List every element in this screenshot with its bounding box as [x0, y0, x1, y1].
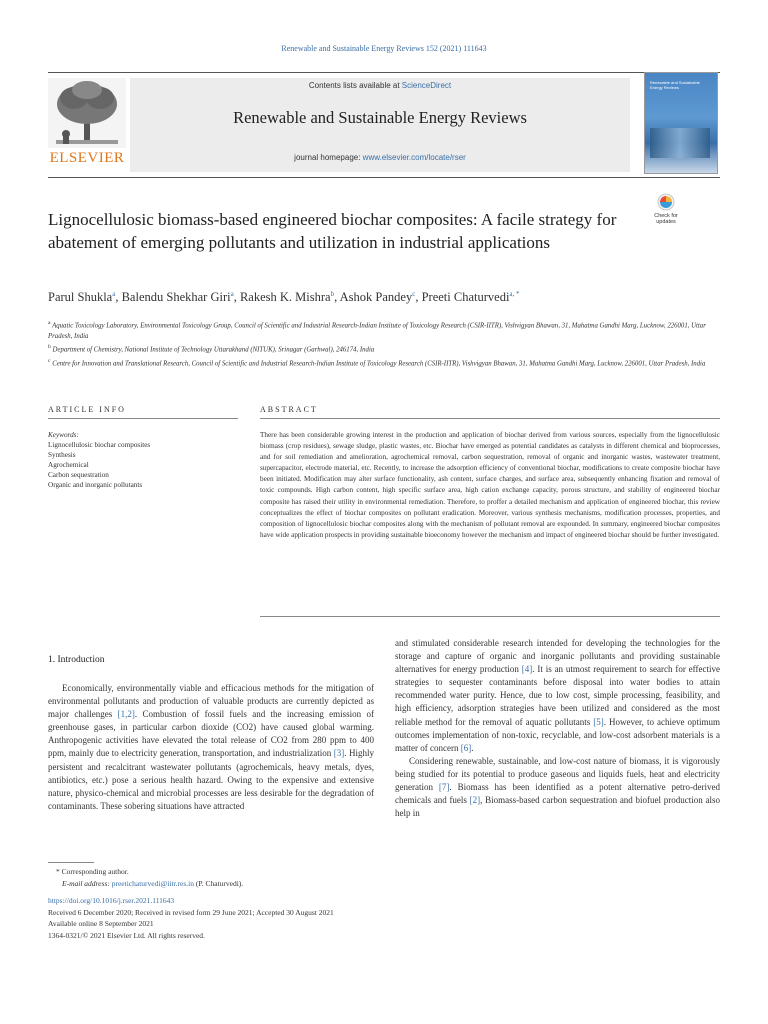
paragraph [48, 682, 374, 813]
article-title: Lignocellulosic biomass-based engineered biochar composites: A facile strategy for abatement of emerging pollutants and utilization in industrial applications [48, 210, 617, 252]
affiliation: $^b$ Department of Chemistry, National Institute of Technology Uttarakhand (NITUK), Srinagar (Garhwal), 246174, India [48, 344, 375, 354]
email-label: E-mail address: [62, 878, 112, 888]
author-affil-mark[interactable]: c [412, 290, 416, 298]
citation-link[interactable]: [4] [521, 664, 533, 675]
contents-line [130, 81, 630, 90]
homepage-prefix: journal homepage: [294, 153, 363, 162]
homepage-link[interactable]: www.elsevier.com/locate/rser [362, 153, 466, 162]
journal-cover-title: Renewable and Sustainable Energy Reviews [650, 80, 700, 90]
text-run: Considering renewable, sustainable, and low-cost nature of biomass, it is vigorously being studied for its potential to produce gaseous and liquids fuels, heat and electricity generation [395, 755, 720, 793]
keywords-block [48, 430, 238, 490]
author-affil-mark[interactable]: a [230, 290, 234, 298]
author-name[interactable]: Balendu Shekhar Giri [121, 290, 231, 305]
footnote-divider [48, 862, 94, 863]
keyword: Agrochemical [48, 461, 89, 469]
corresponding-author-note: * Corresponding author. [56, 867, 129, 876]
elsevier-wordmark: ELSEVIER [49, 150, 125, 166]
text-run: . However, to achieve optimum outcomes implementation of non-toxic, recyclable, and low-cost adsorbent materials is a matter of concern [395, 716, 721, 753]
email-link[interactable]: preetichaturvedi@iitr.res.in [111, 878, 195, 888]
author-affil-mark[interactable]: a [112, 290, 116, 298]
author-name[interactable]: Parul Shukla [48, 290, 113, 305]
homepage-line [130, 153, 630, 162]
text-run: and stimulated considerable research intended for developing the technologies for the storage and capture of organic and inorganic pollutants and providing sustainable alternatives for energy production [395, 638, 720, 675]
affiliation: $^a$ Aquatic Toxicology Laboratory, Environmental Toxicology Group, Council of Scientific and Industrial Research-Indian Institute of Toxicology Research (CSIR-IITR), Vishvigyan Bhawan, 31, Mahatma Gandhi Marg, Lucknow, 226001, Uttar Pradesh, India [48, 320, 706, 340]
email-line [48, 878, 728, 890]
journal-title: Renewable and Sustainable Energy Reviews [233, 108, 527, 127]
author-name[interactable]: Preeti Chaturvedi [421, 290, 510, 305]
available-online: Available online 8 September 2021 [48, 919, 154, 928]
check-updates-icon[interactable] [646, 192, 686, 232]
author-name[interactable]: Ashok Pandey [339, 290, 413, 305]
text-run: . Combustion of fossil fuels and the increasing emission of greenhouse gases, in particular carbon dioxide (CO2) have caused global warming. Anthropogenic activities have elevated the total release of CO2 from 280 ppm to 400 ppm, mainly due to electricity generation, transportation, and industrialization [48, 709, 374, 759]
keywords-label: Keywords: [48, 431, 79, 439]
citation-link[interactable]: [7] [438, 782, 450, 793]
section-heading-introduction: 1. Introduction [48, 655, 105, 665]
text-run: . It is an utmost requirement to search for effective strategies to sequester contaminants before disposal into water bodies to attain recommended water purity. Hence, due to low cost, simple processing, feasibility, and high efficiency, adsorption strategies have been utilized and considered as the most reliable method for the removal of aquatic pollutants [395, 664, 720, 727]
text-run: . [471, 742, 474, 753]
paragraph [395, 755, 720, 820]
doi-link[interactable]: https://doi.org/10.1016/j.rser.2021.111643 [48, 896, 175, 905]
affiliation: $^c$ Centre for Innovation and Translational Research, Council of Scientific and Industrial Research-Indian Institute of Toxicology Research (CSIR-IITR), Vishvigyan Bhawan, 31, Mahatma Gandhi Marg, Lucknow, 226001, Uttar Pradesh, India [48, 358, 706, 368]
email-suffix: (P. Chaturvedi). [194, 878, 244, 888]
text-run: . Highly persistent and recalcitrant wastewater pollutants (agrochemicals, heavy metals, dyes, antibiotics, etc.) pose a serious health hazard. Owing to the expensive and extensive nature, physico-chemical and microbial processes are less desirable for the degradation of contaminants. These sobering situations have attracted [48, 748, 374, 811]
body-column-left [48, 682, 374, 813]
divider [260, 616, 720, 617]
citation-link[interactable]: [1,2] [117, 709, 135, 720]
paragraph [395, 637, 720, 755]
abstract-heading: ABSTRACT [260, 405, 318, 414]
citation-link[interactable]: [5] [593, 716, 604, 727]
sciencedirect-link[interactable]: ScienceDirect [401, 81, 452, 90]
journal-cover-image [650, 128, 710, 158]
author-list: Parul Shukla$^a$, Balendu Shekhar Giri$^a$, Rakesh K. Mishra$^b$, Ashok Pandey$^c$, Preeti Chaturvedi$^{a, *}$ [48, 290, 520, 305]
author-affil-mark[interactable]: b [330, 290, 335, 298]
copyright: 1364-0321/© 2021 Elsevier Ltd. All rights reserved. [48, 930, 205, 940]
abstract-text: There has been considerable growing interest in the production and application of biochar derived from various sources, especially from the lignocellulosic biomass (crop residues), sewage sludge, plastic wastes, etc. Biochar have emerged as potential candidates as catalysts in different chemical and bioprocesses, and for soil remediation and amelioration, agrochemical removal, carbon sequestration, removal of organic and inorganic wastes, wastewater treatment, supercapacitor, electrode material, etc. Recently, to increase the adsorption efficiency of conventional biochar, modifications to create composite biochar have been initiated. Modification may alter surface functionality, ash content, surface charges, and surface area, subsequently enhancing fixation and removal of toxic compounds. High carbon content, high specific surface area, high cation exchange capacity, porous structure, and stability of engineered biochar composite has raised their utility in environmental remediation. Therefore, to proffer a detailed mechanism and application of engineered biochar, this review conceptualizes the effect of biochar composites on pollutant eradication. Moreover, various synthesis mechanisms, modification processes, properties, and composition of lignocellulosic biochar composites along with the mechanism of pollutant removal are expounded. In summary, engineered biochar composites have wide application prospects in providing sustainable bioeconomy however the mechanism and impact of engineered biochar should be further investigated. [260, 431, 720, 539]
text-run: . Biomass has been identified as a potent alternative petro-derived chemicals and fuels [395, 782, 721, 806]
citation-link[interactable]: [3] [333, 748, 345, 759]
received-dates: Received 6 December 2020; Received in revised form 29 June 2021; Accepted 30 August 2021 [48, 907, 334, 917]
keyword: Synthesis [48, 451, 76, 459]
divider [48, 418, 238, 419]
text-run: Economically, environmentally viable and efficacious methods for the mitigation of environmental pollutants and production of valuable products are currently depicted as major challenges [48, 683, 374, 720]
keyword: Organic and inorganic pollutants [48, 481, 143, 489]
divider [260, 418, 720, 419]
citation-link[interactable]: [2] [469, 795, 481, 806]
author-name[interactable]: Rakesh K. Mishra [239, 290, 331, 305]
check-updates-label[interactable]: Check for updates [654, 213, 678, 225]
affiliations [48, 318, 728, 370]
contents-prefix: Contents lists available at [308, 81, 402, 90]
text-run: , Biomass-based carbon sequestration and biofuel production also help in [395, 795, 720, 819]
author-affil-mark[interactable]: a, * [509, 290, 520, 298]
keyword: Carbon sequestration [48, 471, 109, 479]
journal-citation[interactable]: Renewable and Sustainable Energy Reviews 152 (2021) 111643 [281, 44, 487, 53]
footnotes [48, 866, 728, 941]
citation-link[interactable]: [6] [460, 742, 472, 753]
article-info-heading: ARTICLE INFO [48, 405, 126, 414]
keyword: Lignocellulosic biochar composites [48, 441, 151, 449]
body-column-right [395, 637, 720, 820]
